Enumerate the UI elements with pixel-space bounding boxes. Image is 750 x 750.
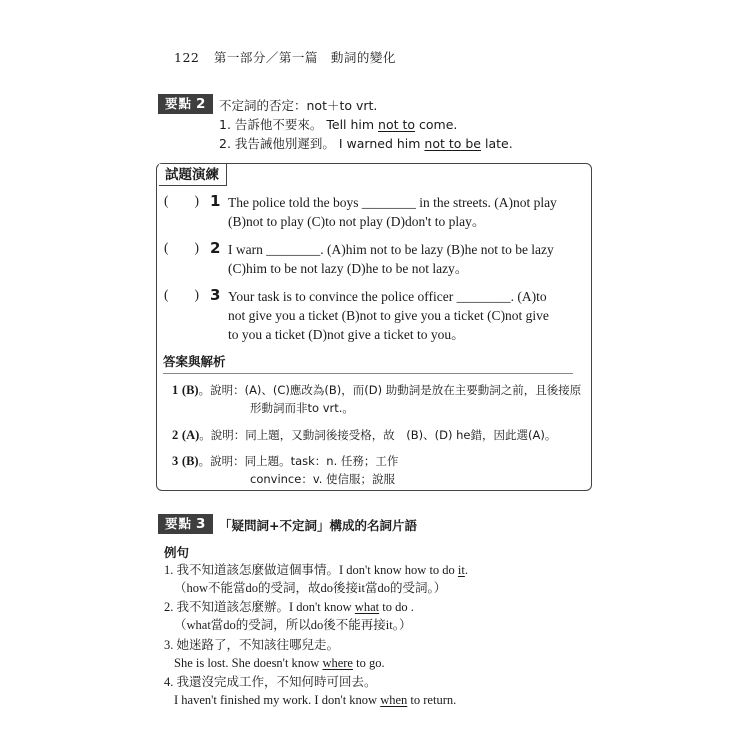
example-text: She is lost. She doesn't know: [174, 656, 323, 670]
question-line: Your task is to convince the police officer ________. (A)to: [228, 289, 547, 304]
example-2: [164, 598, 414, 634]
answer-number: 2: [172, 428, 179, 442]
answer-number: 1: [172, 383, 179, 397]
example-text: to return.: [407, 693, 457, 707]
example-text: late.: [481, 136, 513, 151]
answer-explanation: 形動詞而非to vrt.。: [250, 401, 354, 415]
question-line: The police told the boys ________ in the streets. (A)not play: [228, 195, 557, 210]
examples-label: 例句: [164, 545, 190, 560]
point3-tag-number: 3: [196, 516, 207, 532]
example-text: 3. 她迷路了，不知該往哪兒走。: [164, 638, 340, 652]
point3-tag-label: 要點: [165, 516, 193, 531]
point3-tag: [158, 514, 213, 534]
question-line: to you a ticket (D)not give a ticket to you。: [228, 327, 465, 342]
answer-choice: (A): [181, 428, 200, 442]
chapter-title: 第一部分／第一篇 動詞的變化: [213, 50, 396, 65]
answer-choice: (B): [181, 383, 199, 397]
answer-1: [172, 381, 581, 417]
question-number: 2: [210, 239, 221, 257]
point3-heading: 「疑問詞+不定詞」構成的名詞片語: [219, 518, 417, 533]
answer-explanation: 。說明：(A)、(C)應改為(B)，而(D) 助動詞是放在主要動詞之前，且後接原: [198, 383, 582, 397]
page-number: 122: [174, 50, 200, 65]
paren-open: (: [164, 193, 169, 208]
question-number: 1: [210, 192, 221, 210]
point2-heading: 不定詞的否定：not＋to vrt.: [219, 98, 378, 113]
example-text: I haven't finished my work. I don't know: [174, 693, 381, 707]
example-text: 2. 我不知道該怎麼辦。I don't know: [164, 600, 355, 614]
point2-tag-label: 要點: [165, 96, 193, 111]
question-line: (C)him to be not lazy (D)he to be not lazy。: [228, 261, 469, 276]
answers-label: [163, 352, 573, 374]
question-2: [228, 240, 554, 278]
answer-blank-3[interactable]: [164, 287, 199, 303]
example-underlined: not to: [378, 117, 416, 132]
example-text: 2. 我告誡他別遲到。 I warned him: [219, 136, 425, 151]
answer-3: [172, 452, 398, 488]
answer-explanation: 。說明：同上題。task：n. 任務；工作: [198, 454, 399, 468]
question-line: I warn ________. (A)him not to be lazy (B)he not to be lazy: [228, 242, 554, 257]
example-underlined: it: [457, 563, 465, 577]
example-underlined: where: [322, 656, 353, 670]
example-1: [164, 561, 468, 597]
paren-close: ): [194, 240, 199, 255]
example-3: [164, 636, 385, 672]
example-note: （how不能當do的受詞，故do後接it當do的受詞。）: [174, 581, 447, 595]
question-number: 3: [210, 286, 221, 304]
question-3: [228, 287, 549, 344]
example-text: to go.: [352, 656, 385, 670]
example-text: 1. 告訴他不要來。 Tell him: [219, 117, 379, 132]
question-line: not give you a ticket (B)not to give you a ticket (C)not give: [228, 308, 549, 323]
example-text: to do .: [379, 600, 414, 614]
example-underlined: when: [380, 693, 408, 707]
point2-tag-number: 2: [196, 96, 207, 112]
practice-label: 試題演練: [159, 164, 227, 186]
answer-explanation: 。說明：同上題，又動詞後接受格，故 (B)、(D) he錯，因此選(A)。: [199, 428, 557, 442]
example-note: （what當do的受詞，所以do後不能再接it。）: [174, 618, 412, 632]
example-4: [164, 673, 456, 709]
answers-label-text: 答案與解析: [163, 354, 226, 369]
answer-explanation: convince：v. 使信服；說服: [250, 472, 396, 486]
example-text: .: [464, 563, 468, 577]
point2-tag: [158, 94, 213, 114]
example-text: 1. 我不知道該怎麼做這個事情。I don't know how to do: [164, 563, 458, 577]
paren-close: ): [194, 193, 199, 208]
page-header: [174, 48, 396, 66]
example-text: come.: [415, 117, 458, 132]
paren-open: (: [164, 287, 169, 302]
answer-number: 3: [172, 454, 179, 468]
point2-example-2: [219, 134, 513, 152]
question-line: (B)not to play (C)to not play (D)don't to play。: [228, 214, 486, 229]
question-1: [228, 193, 557, 231]
paren-close: ): [194, 287, 199, 302]
answer-blank-1[interactable]: [164, 193, 199, 209]
answer-blank-2[interactable]: [164, 240, 199, 256]
answer-choice: (B): [181, 454, 199, 468]
point2-example-1: [219, 115, 457, 133]
paren-open: (: [164, 240, 169, 255]
example-underlined: what: [354, 600, 380, 614]
example-underlined: not to be: [424, 136, 481, 151]
example-text: 4. 我還沒完成工作，不知何時可回去。: [164, 675, 377, 689]
answer-2: [172, 426, 556, 444]
